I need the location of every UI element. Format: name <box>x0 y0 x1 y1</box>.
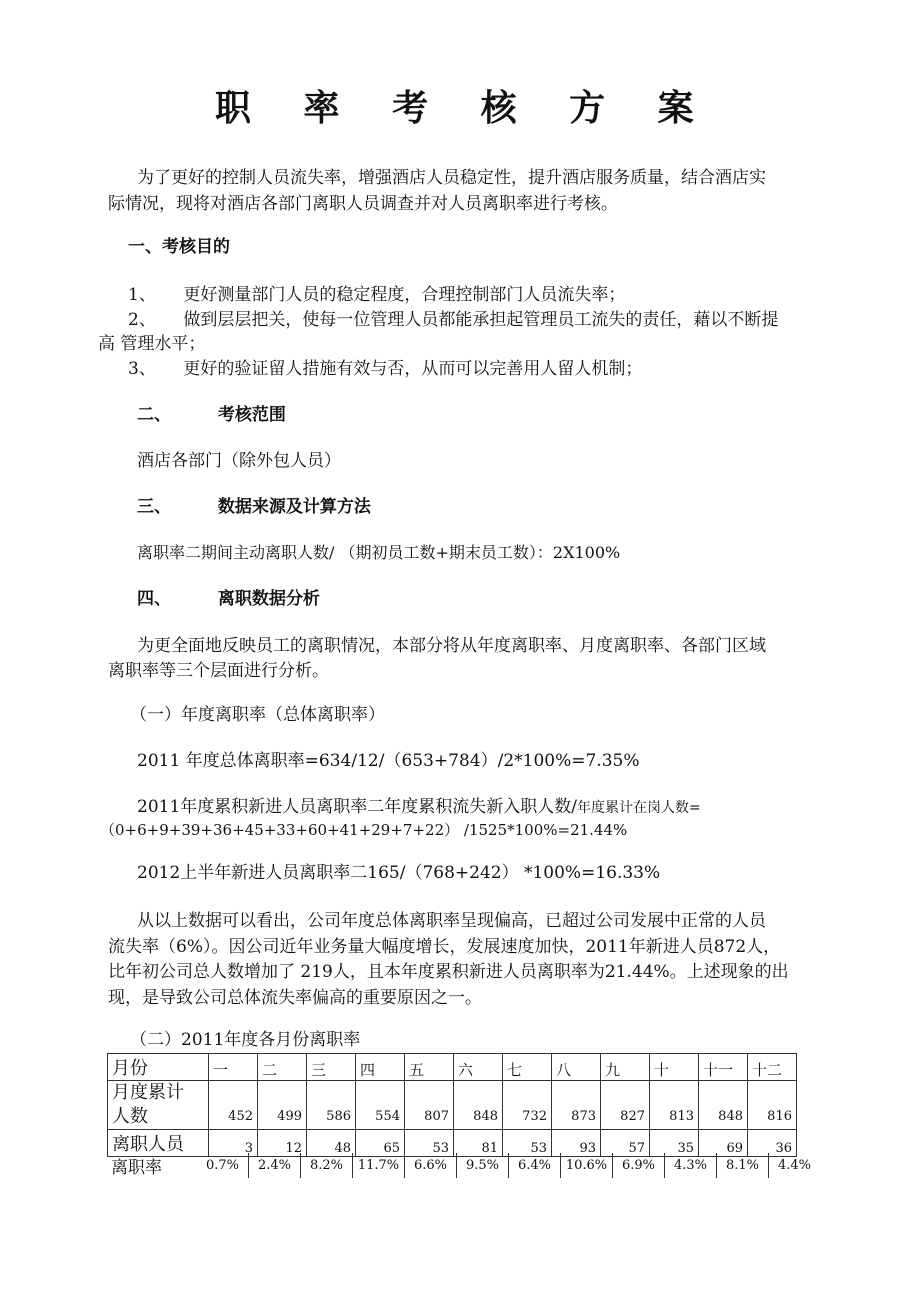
list-item <box>128 305 778 335</box>
table-cell: 八 <box>552 1054 601 1081</box>
table-cell: 五 <box>405 1054 454 1081</box>
formula-new-hire-b: （0+6+9+39+36+45+33+60+41+29+7+22） /1525*100%=21.44% <box>100 821 628 839</box>
subsection-1: （一）年度离职率（总体离职率） <box>130 705 385 725</box>
table-cell: 七 <box>503 1054 552 1081</box>
intro-line-2: 际情况，现将对酒店各部门离职人员调查并对人员离职率进行考核。 <box>108 194 618 214</box>
table-cell: 十 <box>650 1054 699 1081</box>
list-number: 2、 <box>128 310 156 330</box>
formula-2012: 2012上半年新进人员离职率二165/（768+242） *100%=16.33% <box>137 863 661 883</box>
table-cell: 十一 <box>699 1054 748 1081</box>
table-row <box>108 1081 797 1130</box>
section3-formula: 离职率二期间主动离职人数/ （期初员工数+期末员工数）：2X100% <box>137 543 621 562</box>
section-title: 考核范围 <box>217 405 286 425</box>
list-item <box>128 354 642 384</box>
table-cell: 848 <box>454 1081 503 1130</box>
table-cell: 93 <box>552 1130 601 1157</box>
section-number: 二、 <box>137 405 171 425</box>
analysis-line-4: 现，是导致公司总体流失率偏高的重要原因之一。 <box>108 988 482 1008</box>
table-cell: 月份 <box>108 1054 209 1081</box>
table-cell: 873 <box>552 1081 601 1130</box>
table-cell: 499 <box>258 1081 307 1130</box>
table-cell: 10.6% <box>561 1153 613 1178</box>
table-cell: 四 <box>356 1054 405 1081</box>
table-row <box>108 1054 797 1081</box>
table-cell: 452 <box>209 1081 258 1130</box>
table-cell: 4.3% <box>665 1153 717 1178</box>
table-cell: 离职人员 <box>108 1130 209 1157</box>
table-cell: 57 <box>601 1130 650 1157</box>
row-label: 人数 <box>112 1106 148 1127</box>
table-cell: 十二 <box>748 1054 797 1081</box>
list-text: 做到层层把关，使每一位管理人员都能承担起管理员工流失的责任，藉以不断提 <box>183 310 779 330</box>
table-cell: 848 <box>699 1081 748 1130</box>
table-cell: 8.2% <box>301 1153 353 1178</box>
table-cell: 六 <box>454 1054 503 1081</box>
section-title: 离职数据分析 <box>217 589 320 609</box>
section-number: 三、 <box>137 497 171 517</box>
table-cell: 一 <box>209 1054 258 1081</box>
formula-annual: 2011 年度总体离职率=634/12/（653+784）/2*100%=7.35% <box>137 751 640 771</box>
table-cell: 离职率 <box>111 1158 162 1178</box>
table-cell: 二 <box>258 1054 307 1081</box>
section1-heading: 一、考核目的 <box>128 237 230 257</box>
row-label: 月度累计 <box>112 1082 184 1103</box>
formula-text-small: 年度累计在岗人数= <box>577 800 701 816</box>
table-cell: 36 <box>748 1130 797 1157</box>
list-number: 1、 <box>128 285 156 305</box>
table-cell: 九 <box>601 1054 650 1081</box>
formula-text: 2011年度累积新进人员离职率二年度累积流失新入职人数/ <box>137 797 577 817</box>
table-cell: 816 <box>748 1081 797 1130</box>
table-cell: 6.6% <box>405 1153 457 1178</box>
table-cell: 三 <box>307 1054 356 1081</box>
list-continuation: 高 管理水平； <box>98 334 206 354</box>
table-row <box>107 1153 820 1178</box>
table-cell: 554 <box>356 1081 405 1130</box>
section-number: 四、 <box>137 589 171 609</box>
intro-line-1: 为了更好的控制人员流失率，增强酒店人员稳定性，提升酒店服务质量，结合酒店实 <box>137 168 766 188</box>
rate-table <box>107 1153 820 1178</box>
table-cell: 6.4% <box>509 1153 561 1178</box>
table-cell: 807 <box>405 1081 454 1130</box>
section2-heading <box>137 400 286 430</box>
table-cell: 6.9% <box>613 1153 665 1178</box>
section4-intro-1: 为更全面地反映员工的离职情况，本部分将从年度离职率、月度离职率、各部门区域 <box>137 636 766 656</box>
table-cell: 813 <box>650 1081 699 1130</box>
table-cell: 8.1% <box>717 1153 769 1178</box>
section2-text: 酒店各部门（除外包人员） <box>137 451 341 471</box>
table-cell: 81 <box>454 1130 503 1157</box>
table-cell: 4.4% <box>777 1158 812 1173</box>
table-cell: 3 <box>209 1130 258 1157</box>
table-cell: 2.4% <box>249 1153 301 1178</box>
table-cell: 0.7% <box>197 1153 249 1178</box>
table-cell: 53 <box>503 1130 552 1157</box>
table-cell: 11.7% <box>353 1153 405 1178</box>
section3-heading <box>137 492 371 522</box>
section-title: 数据来源及计算方法 <box>217 497 371 517</box>
list-text: 更好测量部门人员的稳定程度，合理控制部门人员流失率； <box>183 285 626 305</box>
list-text: 更好的验证留人措施有效与否，从而可以完善用人留人机制； <box>183 359 643 379</box>
table-cell: 53 <box>405 1130 454 1157</box>
table-cell: 9.5% <box>457 1153 509 1178</box>
list-number: 3、 <box>128 359 156 379</box>
monthly-table <box>107 1053 797 1157</box>
subsection-2: （二）2011年度各月份离职率 <box>130 1030 361 1050</box>
table-cell: 732 <box>503 1081 552 1130</box>
table-cell: 65 <box>356 1130 405 1157</box>
table-cell: 586 <box>307 1081 356 1130</box>
table-cell: 827 <box>601 1081 650 1130</box>
table-cell: 12 <box>258 1130 307 1157</box>
table-cell <box>108 1081 209 1130</box>
section4-intro-2: 离职率等三个层面进行分析。 <box>108 661 329 681</box>
section4-heading <box>137 584 320 614</box>
page-title: 职 率 考 核 方 案 <box>215 88 714 129</box>
analysis-line-2: 流失率（6%）。因公司近年业务量大幅度增长，发展速度加快，2011年新进人员872人， <box>108 937 781 957</box>
analysis-line-1: 从以上数据可以看出，公司年度总体离职率呈现偏高，已超过公司发展中正常的人员 <box>137 911 766 931</box>
table-cell: 69 <box>699 1130 748 1157</box>
table-cell: 48 <box>307 1130 356 1157</box>
analysis-line-3: 比年初公司总人数增加了 219人，且本年度累积新进人员离职率为21.44%。上述现象的出 <box>108 962 789 982</box>
table-cell: 35 <box>650 1130 699 1157</box>
